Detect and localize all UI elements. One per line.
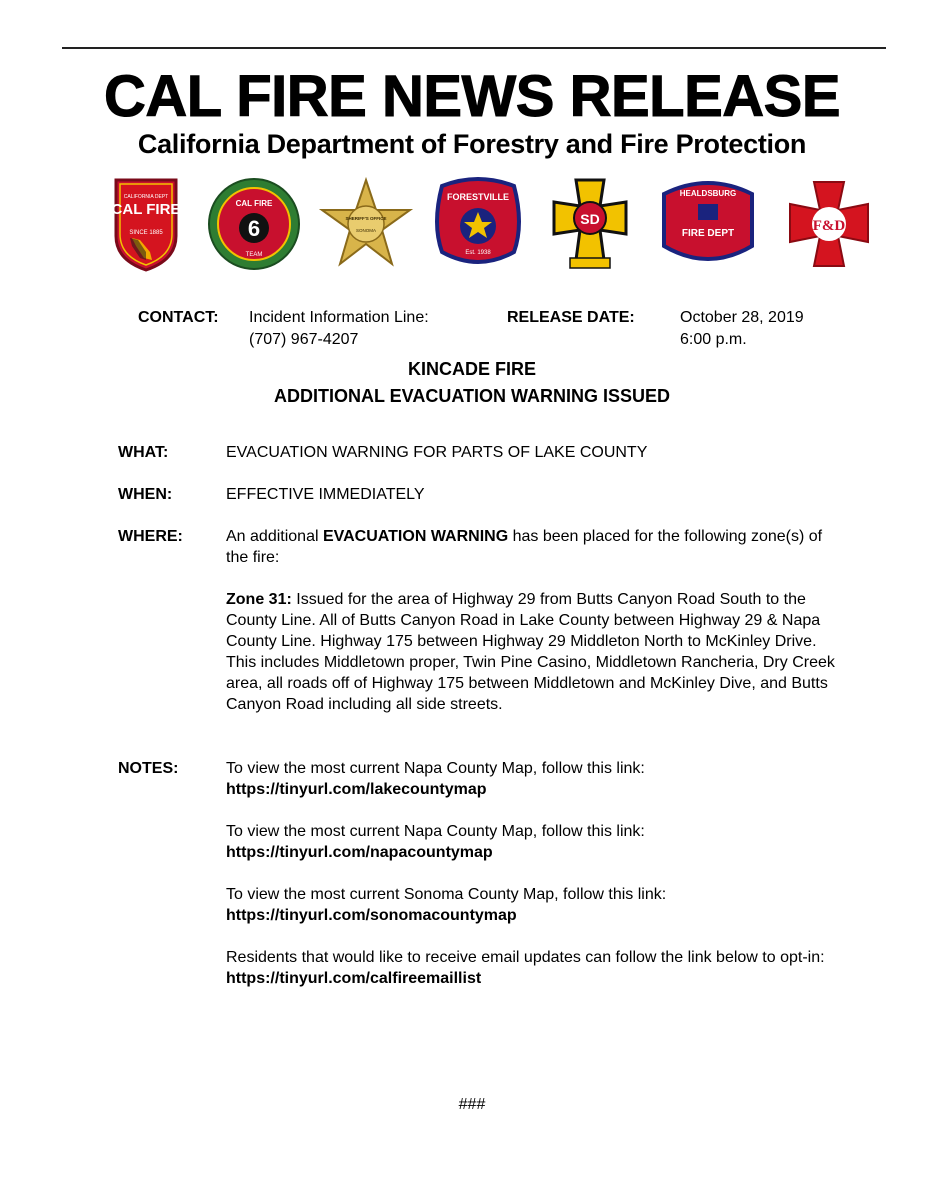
- page-subtitle: California Department of Forestry and Fire Protection: [137, 129, 807, 159]
- end-mark: ###: [458, 1096, 486, 1113]
- incident-name: KINCADE FIRE: [407, 359, 536, 379]
- forestville-fire-patch-logo: [430, 176, 526, 272]
- where-intro-bold: EVACUATION WARNING: [322, 528, 509, 545]
- note-4-link[interactable]: https://tinyurl.com/calfireemaillist: [226, 970, 482, 987]
- contact-phone[interactable]: (707) 967-4207: [249, 331, 359, 348]
- cal-fire-team-6-seal-logo: [206, 176, 302, 272]
- forestville-text: FORESTVILLE: [446, 192, 510, 202]
- what-label: WHAT:: [118, 444, 169, 461]
- when-label: WHEN:: [118, 486, 173, 503]
- zone-text: Issued for the area of Highway 29 from Butts Canyon Road South to the County Line. All of Butts Canyon Road in Lake County between Highway 29 & Napa County Line. Highway 175 between Highway 29 Middleton North to McKinley Drive. This includes Middletown proper, Twin Pine Casino, Middletown Rancheria, Dry Creek area, all roads off of Highway 175 between Middletown and McKinley Dive, and Butts Canyon Road including all side streets.: [226, 591, 835, 713]
- cal-fire-badge-sub: SINCE 1885: [129, 230, 163, 236]
- where-label: WHERE:: [118, 528, 183, 545]
- svg-text:TEAM: TEAM: [245, 252, 263, 258]
- note-1-text: To view the most current Napa County Map, follow this link:: [226, 760, 645, 777]
- healdsburg-fire-dept: FIRE DEPT: [681, 228, 735, 239]
- zone-31-paragraph: [226, 589, 836, 715]
- fd-maltese-cross-logo: [784, 176, 874, 272]
- svg-text:SONOMA: SONOMA: [355, 228, 377, 233]
- note-2-text: To view the most current Napa County Map, follow this link:: [226, 823, 645, 840]
- note-1-link[interactable]: https://tinyurl.com/lakecountymap: [226, 781, 487, 798]
- release-date-label: RELEASE DATE:: [507, 309, 635, 326]
- release-time: 6:00 p.m.: [680, 331, 747, 348]
- where-intro-pre: An additional: [226, 528, 323, 545]
- where-intro-post: has been placed for the following zone(s) of the fire:: [226, 528, 823, 566]
- team-6-number: 6: [247, 216, 261, 241]
- release-date: October 28, 2019: [680, 309, 804, 326]
- fire-district-letters: SD: [580, 211, 600, 227]
- where-intro: [226, 526, 836, 568]
- contact-line-1: Incident Information Line:: [249, 309, 429, 326]
- cal-fire-badge-top-text: CALIFORNIA DEPT: [123, 194, 169, 200]
- note-4-text: Residents that would like to receive email updates can follow the link below to opt-in:: [226, 949, 825, 966]
- healdsburg-text: HEALDSBURG: [679, 189, 737, 198]
- svg-text:CAL FIRE: CAL FIRE: [235, 199, 273, 208]
- fire-district-cross-logo: [548, 176, 632, 272]
- forestville-est: Est. 1938: [465, 250, 491, 256]
- cal-fire-badge-logo: [110, 176, 182, 272]
- fd-letters: F&D: [812, 218, 846, 234]
- headline-title: ADDITIONAL EVACUATION WARNING ISSUED: [273, 386, 670, 406]
- sonoma-sheriff-star-logo: [318, 176, 414, 272]
- healdsburg-fire-patch-logo: [658, 176, 758, 272]
- sheriff-star-text: SHERIFF'S OFFICE: [345, 216, 387, 221]
- when-text: EFFECTIVE IMMEDIATELY: [226, 486, 425, 503]
- contact-label: CONTACT:: [138, 309, 219, 326]
- top-divider: [62, 47, 886, 49]
- cal-fire-badge-text: CAL FIRE: [111, 201, 181, 218]
- note-4: [226, 947, 836, 989]
- note-3-text: To view the most current Sonoma County Map, follow this link:: [226, 886, 667, 903]
- note-3: [226, 884, 836, 926]
- notes-label: NOTES:: [118, 760, 179, 777]
- note-2: [226, 821, 836, 863]
- what-text: EVACUATION WARNING FOR PARTS OF LAKE COUNTY: [226, 444, 648, 461]
- note-1: [226, 758, 836, 800]
- agency-logos: [100, 176, 880, 276]
- page-title: CAL FIRE NEWS RELEASE: [103, 64, 841, 129]
- note-3-link[interactable]: https://tinyurl.com/sonomacountymap: [226, 907, 517, 924]
- note-2-link[interactable]: https://tinyurl.com/napacountymap: [226, 844, 493, 861]
- zone-label: Zone 31:: [226, 591, 292, 608]
